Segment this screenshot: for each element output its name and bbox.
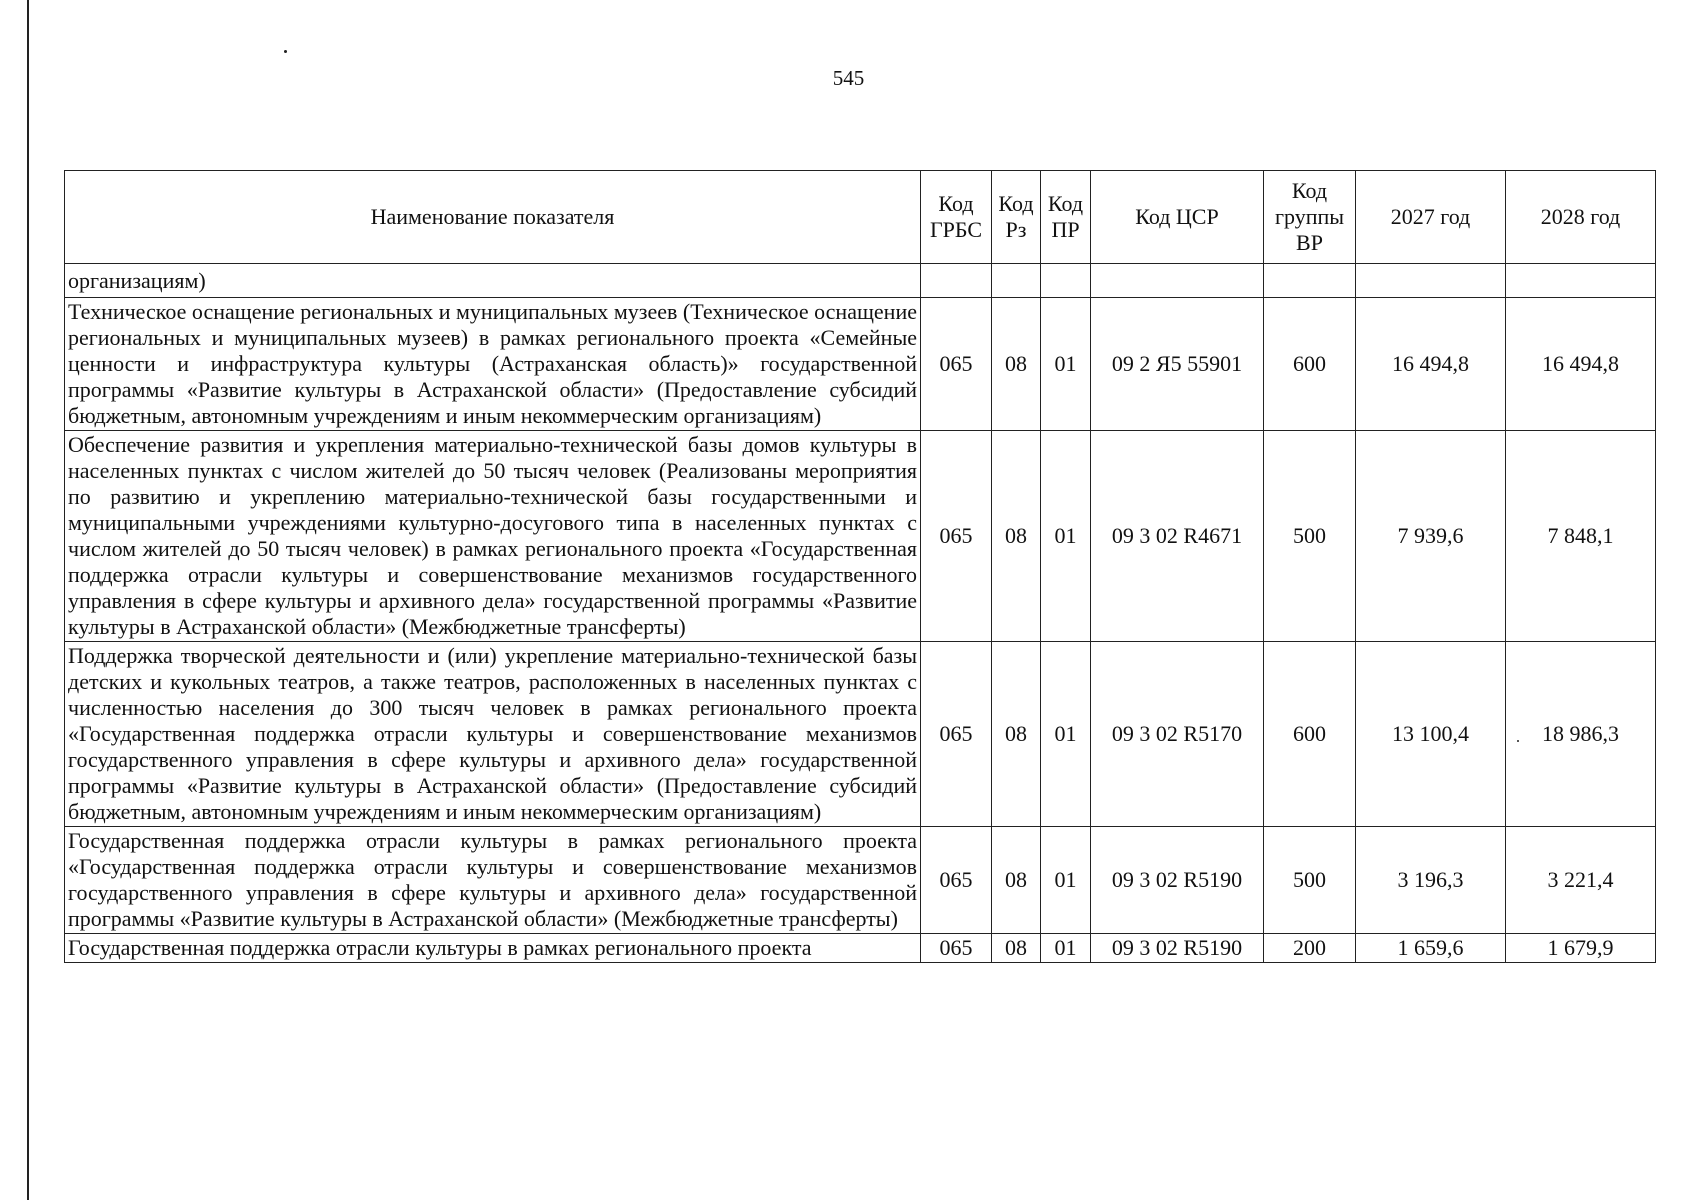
cell-vr: 200 bbox=[1264, 934, 1356, 963]
scan-left-edge-line bbox=[27, 0, 29, 1200]
cell-2028: 1 679,9 bbox=[1506, 934, 1656, 963]
header-vr: Код группы ВР bbox=[1264, 171, 1356, 264]
header-pr: Код ПР bbox=[1041, 171, 1091, 264]
table-header-row bbox=[65, 171, 1656, 264]
cell-pr: 01 bbox=[1041, 298, 1091, 431]
cell-csr: 09 3 02 R5170 bbox=[1091, 642, 1264, 827]
cell-2027 bbox=[1356, 264, 1506, 298]
cell-vr: 500 bbox=[1264, 827, 1356, 934]
cell-grbs: 065 bbox=[921, 934, 992, 963]
cell-2027: 16 494,8 bbox=[1356, 298, 1506, 431]
budget-table bbox=[64, 170, 1656, 963]
header-grbs: Код ГРБС bbox=[921, 171, 992, 264]
cell-vr: 500 bbox=[1264, 431, 1356, 642]
cell-rz: 08 bbox=[992, 827, 1041, 934]
cell-2028 bbox=[1506, 264, 1656, 298]
table-row bbox=[65, 431, 1656, 642]
table-row bbox=[65, 827, 1656, 934]
cell-2027: 13 100,4 bbox=[1356, 642, 1506, 827]
cell-2027: 1 659,6 bbox=[1356, 934, 1506, 963]
cell-rz: 08 bbox=[992, 934, 1041, 963]
cell-name: Поддержка творческой деятельности и (или) укрепление материально-технической базы детских и кукольных театров, а также театров, расположенных в населенных пунктах с численностью населения до 300 тысяч человек в рамках регионального проекта «Государственная поддержка отрасли культуры и совершенствование механизмов государственного управления в сфере культуры и архивного дела» государственной программы «Развитие культуры в Астраханской области» (Предоставление субсидий бюджетным, автономным учреждениям и иным некоммерческим организациям) bbox=[65, 642, 921, 827]
cell-name: Государственная поддержка отрасли культуры в рамках регионального проекта «Государственная поддержка отрасли культуры и совершенствование механизмов государственного управления в сфере культуры и архивного дела» государственной программы «Развитие культуры в Астраханской области» (Межбюджетные трансферты) bbox=[65, 827, 921, 934]
cell-csr: 09 3 02 R5190 bbox=[1091, 827, 1264, 934]
cell-pr: 01 bbox=[1041, 934, 1091, 963]
cell-2028: 16 494,8 bbox=[1506, 298, 1656, 431]
cell-rz: 08 bbox=[992, 298, 1041, 431]
cell-csr: 09 3 02 R4671 bbox=[1091, 431, 1264, 642]
header-csr: Код ЦСР bbox=[1091, 171, 1264, 264]
cell-vr: 600 bbox=[1264, 298, 1356, 431]
cell-name: Обеспечение развития и укрепления материально-технической базы домов культуры в населенных пунктах с числом жителей до 50 тысяч человек (Реализованы мероприятия по развитию и укреплению материально-технической базы государственными и муниципальными учреждениями культурно-досугового типа в населенных пунктах с числом жителей до 50 тысяч человек) в рамках регионального проекта «Государственная поддержка отрасли культуры и совершенствование механизмов государственного управления в сфере культуры и архивного дела» государственной программы «Развитие культуры в Астраханской области» (Межбюджетные трансферты) bbox=[65, 431, 921, 642]
table-row bbox=[65, 934, 1656, 963]
cell-2028: 7 848,1 bbox=[1506, 431, 1656, 642]
cell-rz: 08 bbox=[992, 642, 1041, 827]
cell-pr: 01 bbox=[1041, 431, 1091, 642]
cell-grbs bbox=[921, 264, 992, 298]
cell-pr bbox=[1041, 264, 1091, 298]
cell-csr: 09 3 02 R5190 bbox=[1091, 934, 1264, 963]
header-2027: 2027 год bbox=[1356, 171, 1506, 264]
cell-vr: 600 bbox=[1264, 642, 1356, 827]
cell-2027: 7 939,6 bbox=[1356, 431, 1506, 642]
header-name: Наименование показателя bbox=[65, 171, 921, 264]
cell-name: Техническое оснащение региональных и муниципальных музеев (Техническое оснащение региональных и муниципальных музеев) в рамках регионального проекта «Семейные ценности и инфраструктура культуры (Астраханская область)» государственной программы «Развитие культуры в Астраханской области» (Предоставление субсидий бюджетным, автономным учреждениям и иным некоммерческим организациям) bbox=[65, 298, 921, 431]
page-number: 545 bbox=[832, 66, 865, 90]
cell-grbs: 065 bbox=[921, 431, 992, 642]
cell-grbs: 065 bbox=[921, 642, 992, 827]
cell-2028: 3 221,4 bbox=[1506, 827, 1656, 934]
cell-grbs: 065 bbox=[921, 298, 992, 431]
cell-pr: 01 bbox=[1041, 642, 1091, 827]
cell-rz bbox=[992, 264, 1041, 298]
header-2028: 2028 год bbox=[1506, 171, 1656, 264]
scan-speck bbox=[284, 50, 287, 53]
cell-name: Государственная поддержка отрасли культуры в рамках регионального проекта bbox=[65, 934, 921, 963]
table-row bbox=[65, 298, 1656, 431]
cell-vr bbox=[1264, 264, 1356, 298]
table-row bbox=[65, 264, 1656, 298]
table-row bbox=[65, 642, 1656, 827]
cell-rz: 08 bbox=[992, 431, 1041, 642]
cell-csr bbox=[1091, 264, 1264, 298]
cell-name: организациям) bbox=[65, 264, 921, 298]
cell-grbs: 065 bbox=[921, 827, 992, 934]
cell-pr: 01 bbox=[1041, 827, 1091, 934]
cell-2028: 18 986,3 bbox=[1506, 642, 1656, 827]
cell-csr: 09 2 Я5 55901 bbox=[1091, 298, 1264, 431]
cell-2027: 3 196,3 bbox=[1356, 827, 1506, 934]
header-rz: Код Рз bbox=[992, 171, 1041, 264]
